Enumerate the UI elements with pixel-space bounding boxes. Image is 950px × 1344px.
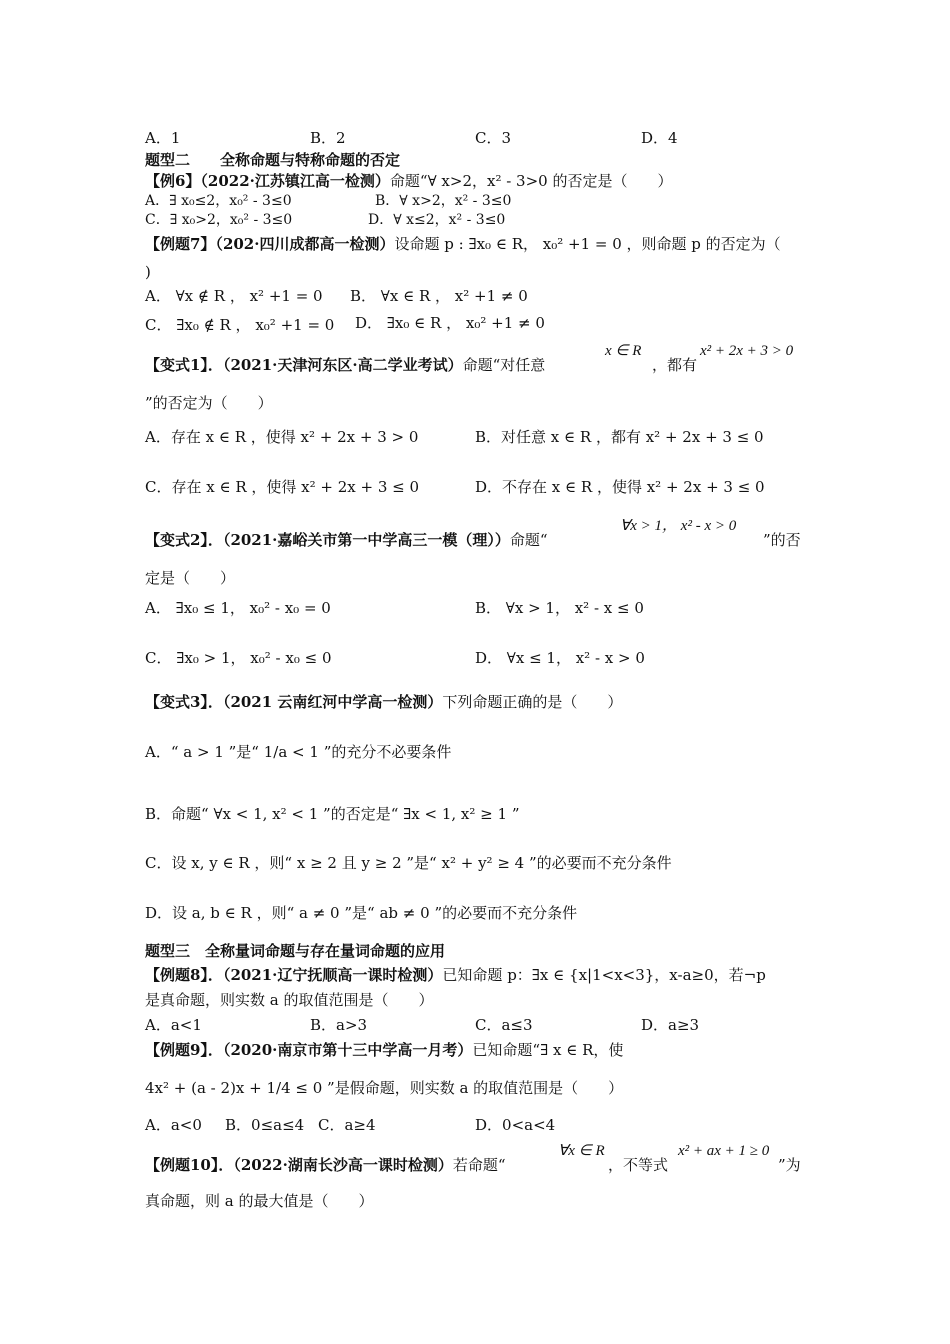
example-9-option-b: B．0≤a≤4: [225, 1116, 305, 1134]
example-10-stem-3: ”为: [778, 1156, 801, 1174]
example-7-tag: 【例题7】（202·四川成都高一检测）: [145, 235, 395, 253]
example-6-tag: 【例6】（2022·江苏镇江高一检测）: [145, 172, 390, 190]
example-8-option-b: B．a>3: [310, 1016, 368, 1034]
example-10-math-1: ∀x ∈ R: [558, 1143, 605, 1159]
example-10-tag: 【例题10】．（2022·湖南长沙高一课时检测）: [145, 1156, 453, 1174]
example-9-option-c: C．a≥4: [318, 1116, 376, 1134]
example-6-option-c: C．∃ x₀>2，x₀² - 3≤0: [145, 212, 293, 228]
prev-option-b: B．2: [310, 129, 346, 147]
variant-3-option-d: D．设 a, b ∈ R ，则“ a ≠ 0 ”是“ ab ≠ 0 ”的必要而不充分条件: [145, 904, 578, 922]
variant-1-option-d: D．不存在 x ∈ R ，使得 x² + 2x + 3 ≤ 0: [475, 478, 765, 496]
variant-1-stem-1: 命题“对任意: [462, 356, 546, 374]
variant-2-option-b: B． ∀x > 1， x² - x ≤ 0: [475, 599, 644, 617]
example-9-stem-2: 4x² + (a - 2)x + 1/4 ≤ 0 ”是假命题，则实数 a 的取值范围是（ ）: [145, 1079, 624, 1097]
variant-1-math-1: x ∈ R: [605, 343, 642, 359]
variant-3-tag: 【变式3】．（2021 云南红河中学高一检测）: [145, 693, 443, 711]
variant-2-stem-3: 定是（ ）: [145, 569, 236, 587]
prev-option-c: C．3: [475, 129, 512, 147]
variant-2-option-a: A． ∃x₀ ≤ 1， x₀² - x₀ = 0: [145, 599, 331, 617]
prev-option-a: A．1: [145, 129, 181, 147]
example-9-question: [145, 1040, 623, 1060]
prev-option-d: D．4: [641, 129, 678, 147]
example-10-question: [145, 1155, 506, 1175]
example-7-option-c: C． ∃x₀ ∉ R ， x₀² +1 = 0: [145, 316, 335, 334]
variant-1-stem-2: ，都有: [652, 356, 698, 374]
variant-2-stem-1: 命题“: [509, 531, 548, 549]
variant-2-question: [145, 530, 548, 550]
example-10-stem-4: 真命题，则 a 的最大值是（ ）: [145, 1192, 374, 1210]
example-6-option-b: B．∀ x>2，x² - 3≤0: [375, 193, 512, 209]
example-10-stem-2: ，不等式: [608, 1156, 669, 1174]
variant-1-option-c: C．存在 x ∈ R ，使得 x² + 2x + 3 ≤ 0: [145, 478, 420, 496]
example-8-option-d: D．a≥3: [641, 1016, 700, 1034]
example-9-tag: 【例题9】．（2020·南京市第十三中学高一月考）: [145, 1041, 473, 1059]
variant-3-option-c: C．设 x, y ∈ R ，则“ x ≥ 2 且 y ≥ 2 ”是“ x² + y² ≥ 4 ”的必要而不充分条件: [145, 854, 672, 872]
example-7-question: [145, 234, 781, 254]
example-9-stem: 已知命题“∃ x ∈ R，使: [472, 1041, 624, 1059]
example-9-option-a: A．a<0: [145, 1116, 202, 1134]
example-7-option-b: B． ∀x ∈ R ， x² +1 ≠ 0: [350, 287, 528, 305]
example-7-stem: 设命题 p : ∃x₀ ∈ R， x₀² +1 = 0 ，则命题 p 的否定为（: [394, 235, 781, 253]
example-7-close-paren: ): [145, 263, 151, 281]
example-8-stem: 已知命题 p：∃x ∈ {x|1<x<3}，x-a≥0，若¬p: [442, 966, 766, 984]
variant-1-tag: 【变式1】．（2021·天津河东区·高二学业考试）: [145, 356, 463, 374]
section-2-heading: 题型二 全称命题与特称命题的否定: [145, 151, 401, 169]
variant-2-stem-2: ”的否: [763, 531, 801, 549]
example-8-question: [145, 965, 766, 985]
variant-1-option-b: B．对任意 x ∈ R ，都有 x² + 2x + 3 ≤ 0: [475, 428, 764, 446]
variant-1-question: [145, 355, 545, 375]
variant-2-option-c: C． ∃x₀ > 1， x₀² - x₀ ≤ 0: [145, 649, 332, 667]
example-6-option-d: D．∀ x≤2，x² - 3≤0: [368, 212, 506, 228]
variant-2-option-d: D． ∀x ≤ 1， x² - x > 0: [475, 649, 645, 667]
example-6-stem: 命题“∀ x>2，x² - 3>0 的否定是（ ）: [389, 172, 673, 190]
example-7-option-a: A． ∀x ∉ R ， x² +1 = 0: [145, 287, 323, 305]
example-8-option-c: C．a≤3: [475, 1016, 533, 1034]
variant-3-stem: 下列命题正确的是（ ）: [442, 693, 623, 711]
section-3-heading: 题型三 全称量词命题与存在量词命题的应用: [145, 942, 446, 960]
example-8-tag: 【例题8】．（2021·辽宁抚顺高一课时检测）: [145, 966, 443, 984]
example-6-option-a: A．∃ x₀≤2，x₀² - 3≤0: [145, 193, 292, 209]
variant-2-math-1: ∀x > 1， x² - x > 0: [620, 518, 737, 534]
variant-3-question: [145, 692, 622, 712]
example-8-stem-2: 是真命题，则实数 a 的取值范围是（ ）: [145, 991, 434, 1009]
variant-1-option-a: A．存在 x ∈ R ，使得 x² + 2x + 3 > 0: [145, 428, 419, 446]
variant-3-option-b: B．命题“ ∀x < 1, x² < 1 ”的否定是“ ∃x < 1, x² ≥ 1 ”: [145, 805, 520, 823]
example-10-math-2: x² + ax + 1 ≥ 0: [678, 1143, 770, 1159]
variant-1-stem-3: ”的否定为（ ）: [145, 394, 273, 412]
example-10-stem-1: 若命题“: [452, 1156, 506, 1174]
example-9-option-d: D．0<a<4: [475, 1116, 556, 1134]
example-8-option-a: A．a<1: [145, 1016, 202, 1034]
example-6-question: [145, 171, 672, 191]
variant-2-tag: 【变式2】．（2021·嘉峪关市第一中学高三一模（理））: [145, 531, 510, 549]
example-7-option-d: D． ∃x₀ ∈ R ， x₀² +1 ≠ 0: [355, 314, 545, 332]
variant-3-option-a: A．“ a > 1 ”是“ 1/a < 1 ”的充分不必要条件: [145, 743, 452, 761]
variant-1-math-2: x² + 2x + 3 > 0: [700, 343, 794, 359]
